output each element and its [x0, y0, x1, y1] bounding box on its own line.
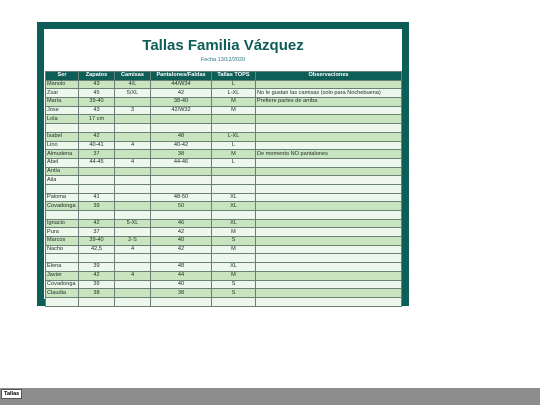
table-cell[interactable]: 40 [151, 237, 212, 246]
table-cell[interactable]: M [212, 228, 256, 237]
table-cell[interactable]: S [212, 237, 256, 246]
table-row [46, 115, 402, 124]
table-cell[interactable] [46, 124, 79, 133]
table-cell[interactable] [151, 115, 212, 124]
table-row [46, 167, 402, 176]
table-cell[interactable] [79, 167, 115, 176]
table-cell[interactable]: 42,5 [79, 245, 115, 254]
sizes-table [45, 71, 402, 307]
table-cell[interactable]: Prefiere partes de arriba [256, 98, 402, 107]
table-cell[interactable] [115, 263, 151, 272]
table-cell[interactable]: 37 [79, 150, 115, 159]
table-cell[interactable] [256, 167, 402, 176]
table-cell[interactable]: 44/W34 [151, 80, 212, 89]
table-cell[interactable]: 2-S [115, 237, 151, 246]
table-cell[interactable]: 38 [151, 150, 212, 159]
table-cell[interactable]: L-XL [212, 89, 256, 98]
table-cell[interactable] [115, 280, 151, 289]
table-cell[interactable] [256, 297, 402, 306]
table-cell[interactable]: Nacho [46, 245, 79, 254]
table-cell[interactable]: 40-42 [151, 141, 212, 150]
table-cell[interactable] [256, 132, 402, 141]
table-cell[interactable]: 39-40 [79, 98, 115, 107]
sheet-tabs-bar [0, 388, 540, 405]
table-cell[interactable]: 42 [151, 245, 212, 254]
table-cell[interactable] [115, 254, 151, 263]
table-row [46, 228, 402, 237]
table-cell[interactable] [115, 124, 151, 133]
table-cell[interactable] [256, 124, 402, 133]
table-cell[interactable] [212, 211, 256, 220]
sheet-area [44, 29, 402, 299]
table-cell[interactable] [79, 184, 115, 193]
table-cell[interactable] [46, 254, 79, 263]
table-row [46, 89, 402, 98]
page-title: Tallas Familia Vázquez [142, 37, 304, 54]
table-cell[interactable]: Lino [46, 141, 79, 150]
table-cell[interactable]: Zsar [46, 89, 79, 98]
table-cell[interactable]: 50 [151, 202, 212, 211]
table-cell[interactable]: 48 [151, 263, 212, 272]
table-cell[interactable]: 38 [151, 289, 212, 298]
table-cell[interactable]: Marcos [46, 237, 79, 246]
table-cell[interactable] [151, 176, 212, 185]
table-cell[interactable] [115, 184, 151, 193]
table-cell[interactable] [212, 124, 256, 133]
table-cell[interactable] [151, 124, 212, 133]
table-row [46, 237, 402, 246]
table-row [46, 132, 402, 141]
table-cell[interactable] [115, 228, 151, 237]
table-cell[interactable]: 38 [79, 289, 115, 298]
table-row [46, 193, 402, 202]
table-cell[interactable]: Claudia [46, 289, 79, 298]
table-cell[interactable] [79, 297, 115, 306]
table-cell[interactable] [79, 176, 115, 185]
table-cell[interactable]: 4 [115, 158, 151, 167]
column-header[interactable]: Ser [46, 72, 79, 81]
table-cell[interactable] [79, 124, 115, 133]
table-cell[interactable] [256, 158, 402, 167]
table-cell[interactable]: 39-40 [79, 237, 115, 246]
table-cell[interactable] [212, 167, 256, 176]
table-cell[interactable] [151, 254, 212, 263]
table-cell[interactable]: Pura [46, 228, 79, 237]
table-cell[interactable] [151, 184, 212, 193]
table-cell[interactable]: 42 [151, 89, 212, 98]
table-cell[interactable]: Covadonga [46, 280, 79, 289]
table-cell[interactable]: XL [212, 193, 256, 202]
table-cell[interactable] [256, 219, 402, 228]
sheet-frame [37, 22, 409, 306]
table-cell[interactable]: 17 cm [79, 115, 115, 124]
table-cell[interactable] [212, 254, 256, 263]
table-cell[interactable]: M [212, 245, 256, 254]
table-cell[interactable]: 44-46 [151, 158, 212, 167]
table-cell[interactable]: XL [212, 202, 256, 211]
table-row [46, 254, 402, 263]
table-cell[interactable]: M [212, 271, 256, 280]
table-cell[interactable] [256, 141, 402, 150]
table-cell[interactable] [115, 167, 151, 176]
table-cell[interactable]: 39 [79, 263, 115, 272]
table-row [46, 271, 402, 280]
table-cell[interactable]: 42 [151, 228, 212, 237]
table-cell[interactable]: 4 [115, 245, 151, 254]
table-row [46, 158, 402, 167]
table-row [46, 80, 402, 89]
table-cell[interactable]: L [212, 141, 256, 150]
table-row [46, 98, 402, 107]
table-cell[interactable]: 4 [115, 141, 151, 150]
table-cell[interactable]: 42 [79, 271, 115, 280]
table-cell[interactable]: 40 [151, 280, 212, 289]
table-cell[interactable] [256, 80, 402, 89]
table-cell[interactable]: 41 [79, 193, 115, 202]
table-cell[interactable] [79, 254, 115, 263]
sheet-tab-tallas[interactable]: Tallas [1, 389, 22, 399]
table-cell[interactable]: 37 [79, 228, 115, 237]
table-cell[interactable]: L-XL [212, 132, 256, 141]
table-cell[interactable] [115, 211, 151, 220]
table-cell[interactable]: XL [212, 219, 256, 228]
table-row [46, 202, 402, 211]
table-cell[interactable]: 39 [79, 202, 115, 211]
table-header-row [46, 72, 402, 81]
table-cell[interactable]: 43 [79, 80, 115, 89]
table-row [46, 289, 402, 298]
table-cell[interactable] [256, 254, 402, 263]
table-cell[interactable]: 5-XL [115, 219, 151, 228]
table-cell[interactable] [115, 297, 151, 306]
table-row [46, 280, 402, 289]
table-cell[interactable]: S [212, 289, 256, 298]
table-cell[interactable]: Ignacio [46, 219, 79, 228]
table-cell[interactable] [256, 193, 402, 202]
table-cell[interactable]: De momento NO pantalones [256, 150, 402, 159]
table-cell[interactable] [256, 211, 402, 220]
table-cell[interactable]: 40-41 [79, 141, 115, 150]
table-row [46, 245, 402, 254]
table-cell[interactable] [256, 280, 402, 289]
table-cell[interactable]: 42/W32 [151, 106, 212, 115]
table-cell[interactable] [115, 98, 151, 107]
table-cell[interactable]: L [212, 80, 256, 89]
table-cell[interactable] [212, 297, 256, 306]
table-cell[interactable] [151, 211, 212, 220]
table-cell[interactable] [256, 237, 402, 246]
table-cell[interactable] [115, 176, 151, 185]
table-cell[interactable]: Javier [46, 271, 79, 280]
table-row [46, 211, 402, 220]
table-cell[interactable]: Isabel [46, 132, 79, 141]
table-cell[interactable] [151, 167, 212, 176]
table-cell[interactable]: 4/L [115, 80, 151, 89]
table-cell[interactable] [256, 289, 402, 298]
table-cell[interactable] [256, 245, 402, 254]
table-cell[interactable] [46, 184, 79, 193]
table-row [46, 263, 402, 272]
table-body [46, 80, 402, 306]
table-row [46, 124, 402, 133]
table-cell[interactable]: Paloma [46, 193, 79, 202]
table-cell[interactable]: 5/XL [115, 89, 151, 98]
table-cell[interactable]: Covadonga [46, 202, 79, 211]
table-cell[interactable]: M [212, 150, 256, 159]
table-cell[interactable] [115, 132, 151, 141]
table-cell[interactable]: 42 [79, 132, 115, 141]
table-cell[interactable]: 42 [79, 219, 115, 228]
table-cell[interactable] [212, 115, 256, 124]
table-cell[interactable] [212, 184, 256, 193]
table-cell[interactable] [256, 106, 402, 115]
table-cell[interactable] [256, 263, 402, 272]
column-header[interactable]: Tallas TOPS [212, 72, 256, 81]
table-cell[interactable] [115, 202, 151, 211]
table-cell[interactable]: S [212, 280, 256, 289]
column-header[interactable]: Zapatos [79, 72, 115, 81]
table-cell[interactable]: Elena [46, 263, 79, 272]
table-cell[interactable]: L [212, 158, 256, 167]
table-cell[interactable] [256, 271, 402, 280]
table-cell[interactable]: 48 [151, 132, 212, 141]
table-cell[interactable]: No le gustan las camisas (solo para Nochebuena) [256, 89, 402, 98]
table-cell[interactable]: Abel [46, 158, 79, 167]
table-cell[interactable]: Aila [46, 176, 79, 185]
table-cell[interactable]: M [212, 106, 256, 115]
table-cell[interactable]: 46 [151, 219, 212, 228]
table-cell[interactable] [256, 184, 402, 193]
table-cell[interactable]: Almudena [46, 150, 79, 159]
table-cell[interactable] [79, 211, 115, 220]
table-cell[interactable]: 39 [79, 280, 115, 289]
column-header[interactable]: Pantalones/Faldas [151, 72, 212, 81]
table-cell[interactable]: Lola [46, 115, 79, 124]
table-cell[interactable] [256, 115, 402, 124]
table-cell[interactable] [151, 297, 212, 306]
table-cell[interactable] [256, 202, 402, 211]
table-row [46, 297, 402, 306]
table-cell[interactable]: 45 [79, 89, 115, 98]
table-cell[interactable]: 48-50 [151, 193, 212, 202]
table-row [46, 141, 402, 150]
table-row [46, 176, 402, 185]
table-cell[interactable]: 44-45 [79, 158, 115, 167]
table-cell[interactable]: María [46, 98, 79, 107]
table-cell[interactable]: 3 [115, 106, 151, 115]
table-cell[interactable]: M [212, 98, 256, 107]
table-cell[interactable] [115, 115, 151, 124]
table-row [46, 106, 402, 115]
table-row [46, 150, 402, 159]
date-label: Fecha 13/12/2020 [200, 57, 246, 63]
table-cell[interactable]: 38-40 [151, 98, 212, 107]
table-cell[interactable]: Antía [46, 167, 79, 176]
table-cell[interactable]: XL [212, 263, 256, 272]
table-row [46, 184, 402, 193]
table-cell[interactable] [212, 176, 256, 185]
table-cell[interactable]: Jose [46, 106, 79, 115]
table-cell[interactable] [115, 150, 151, 159]
table-cell[interactable]: 43 [79, 106, 115, 115]
table-cell[interactable] [115, 289, 151, 298]
column-header[interactable]: Camisas [115, 72, 151, 81]
table-cell[interactable] [256, 228, 402, 237]
table-cell[interactable] [46, 297, 79, 306]
table-cell[interactable] [46, 211, 79, 220]
table-cell[interactable]: 4 [115, 271, 151, 280]
column-header[interactable]: Observaciones [256, 72, 402, 81]
table-cell[interactable]: 44 [151, 271, 212, 280]
table-row [46, 219, 402, 228]
table-cell[interactable]: Manolo [46, 80, 79, 89]
table-cell[interactable] [256, 176, 402, 185]
table-cell[interactable] [115, 193, 151, 202]
